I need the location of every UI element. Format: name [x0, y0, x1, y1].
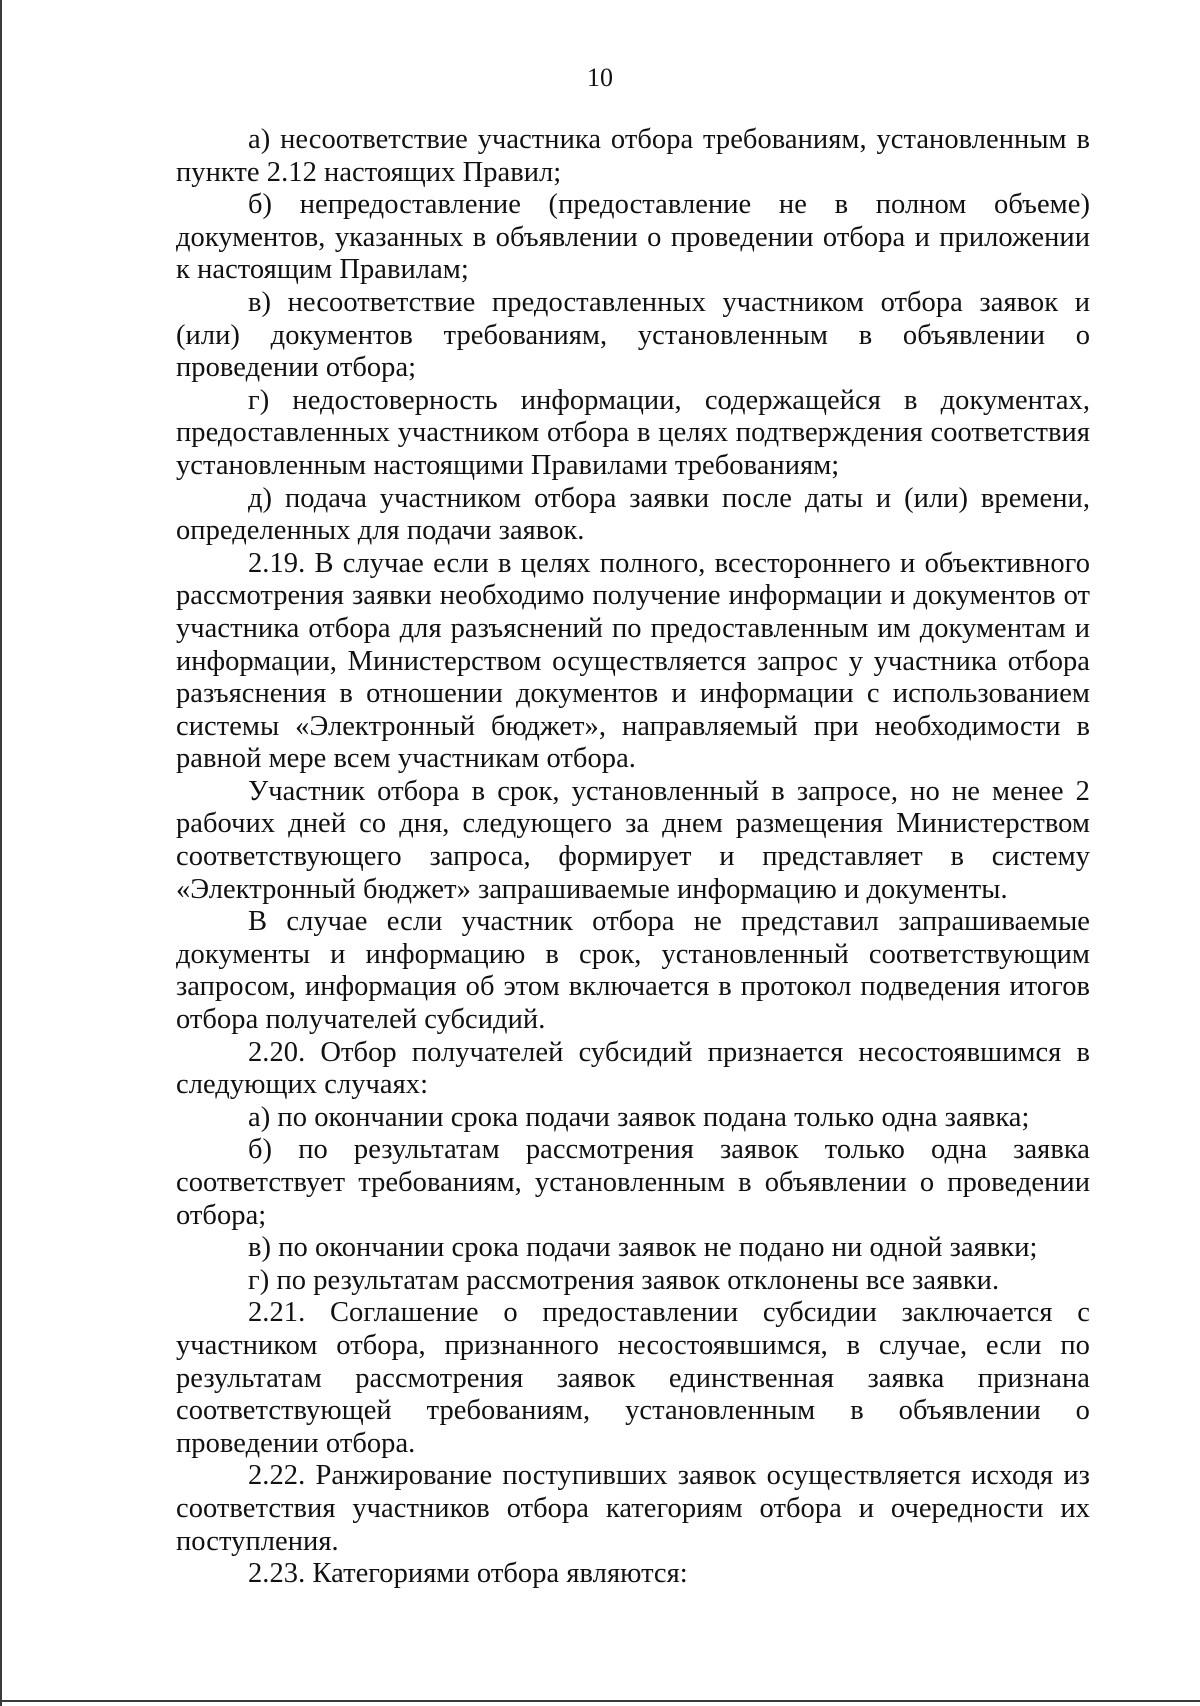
paragraph-2-20-v: в) по окончании срока подачи заявок не подано ни одной заявки; — [248, 1232, 1038, 1264]
paragraph-2-20: 2.20. Отбор получателей субсидий признается несостоявшимся в следующих случаях: — [176, 1036, 1090, 1101]
paragraph-2-19: 2.19. В случае если в целях полного, всестороннего и объективного рассмотрения заявки необходимо получение информации и документов от участника отбора для разъяснений по предоставленным им документам и информации, Министерством осуществляется запрос у участника отбора разъяснения в отношении документов и информации с использованием системы «Электронный бюджет», направляемый при необходимости в равной мере всем участникам отбора. — [176, 547, 1090, 775]
scan-bottom-edge — [0, 1700, 1200, 1702]
paragraph-2-20-g: г) по результатам рассмотрения заявок отклонены все заявки. — [248, 1264, 1000, 1296]
paragraph-item-d: д) подача участником отбора заявки после даты и (или) времени, определенных для подачи заявок. — [176, 482, 1090, 547]
paragraph-not-submitted: В случае если участник отбора не представил запрашиваемые документы и информацию в срок, установленный соответствующим запросом, информация об этом включается в протокол подведения итогов отбора получателей субсидий. — [176, 906, 1090, 1036]
paragraph-2-20-a: а) по окончании срока подачи заявок подана только одна заявка; — [248, 1101, 1030, 1133]
paragraph-2-21: 2.21. Соглашение о предоставлении субсидии заключается с участником отбора, признанного несостоявшимся, в случае, если по результатам рассмотрения заявок единственная заявка признана соответствующей требованиям, установленным в объявлении о проведении отбора. — [176, 1297, 1090, 1459]
paragraph-participant-deadline: Участник отбора в срок, установленный в запросе, но не менее 2 рабочих дней со дня, следующего за днем размещения Министерством соответствующего запроса, формирует и представляет в систему «Электронный бюджет» запрашиваемые информацию и документы. — [176, 775, 1090, 905]
paragraph-item-g: г) недостоверность информации, содержащейся в документах, предоставленных участником отбора в целях подтверждения соответствия установленным настоящими Правилами требованиям; — [176, 384, 1090, 481]
paragraph-item-a: а) несоответствие участника отбора требованиям, установленным в пункте 2.12 настоящих Правил; — [176, 124, 1090, 188]
document-body — [176, 124, 1090, 1591]
paragraph-2-22: 2.22. Ранжирование поступивших заявок осуществляется исходя из соответствия участников отбора категориям отбора и очередности их поступления. — [176, 1460, 1090, 1557]
page-number: 10 — [587, 63, 613, 92]
paragraph-item-v: в) несоответствие предоставленных участником отбора заявок и (или) документов требованиям, установленным в объявлении о проведении отбора; — [176, 286, 1090, 384]
paragraph-2-20-b: б) по результатам рассмотрения заявок только одна заявка соответствует требованиям, установленным в объявлении о проведении отбора; — [176, 1134, 1090, 1231]
paragraph-item-b: б) непредоставление (предоставление не в полном объеме) документов, указанных в объявлении о проведении отбора и приложении к настоящим Правилам; — [176, 189, 1090, 286]
paragraph-2-23: 2.23. Категориями отбора являются: — [248, 1558, 688, 1590]
scan-left-edge — [0, 0, 2, 1706]
